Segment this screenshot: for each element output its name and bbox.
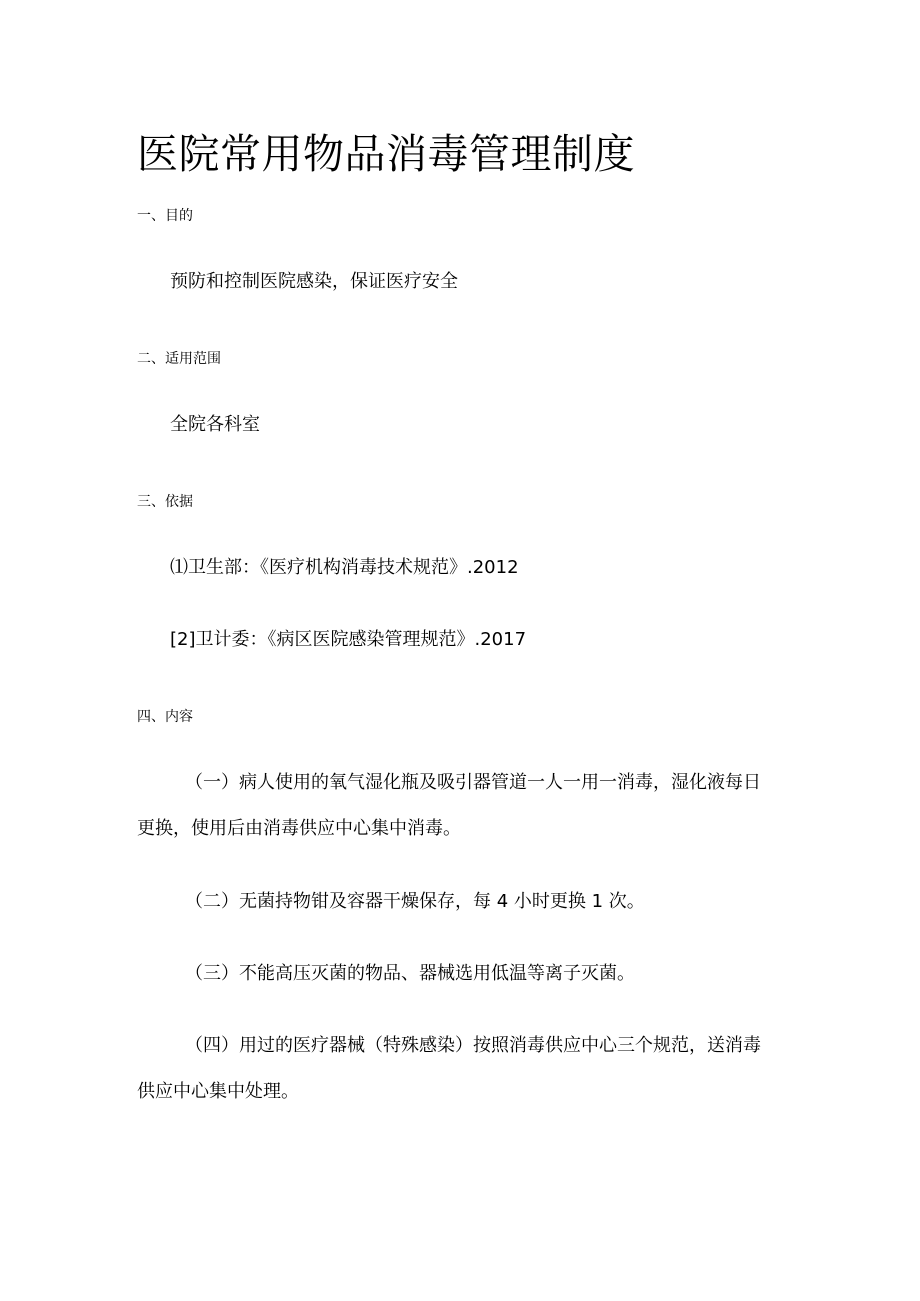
reference-item: ⑴卫生部：《医疗机构消毒技术规范》.2012 [170,557,519,578]
content-item [137,1033,777,1105]
content-item-line: （一）病人使用的氧气湿化瓶及吸引器管道一人一用一消毒，湿化液每日 [185,772,761,793]
content-item [137,961,777,987]
content-item-line: 供应中心集中处理。 [137,1081,299,1102]
reference-item: [2]卫计委：《病区医院感染管理规范》.2017 [170,629,527,650]
section-text-purpose: 预防和控制医院感染，保证医疗安全 [170,271,458,292]
section-heading-purpose: 一、目的 [137,208,193,224]
content-item [137,770,777,842]
document-title: 医院常用物品消毒管理制度 [137,130,635,178]
content-item-line: （四）用过的医疗器械（特殊感染）按照消毒供应中心三个规范，送消毒 [185,1035,761,1056]
content-item [137,889,777,915]
section-heading-content: 四、内容 [137,709,193,725]
content-item-line: （二）无菌持物钳及容器干燥保存，每 4 小时更换 1 次。 [185,891,645,912]
section-text-scope: 全院各科室 [170,414,260,435]
section-heading-basis: 三、依据 [137,494,193,510]
content-item-line: 更换，使用后由消毒供应中心集中消毒。 [137,818,461,839]
content-item-line: （三）不能高压灭菌的物品、器械选用低温等离子灭菌。 [185,963,635,984]
section-heading-scope: 二、适用范围 [137,351,221,367]
